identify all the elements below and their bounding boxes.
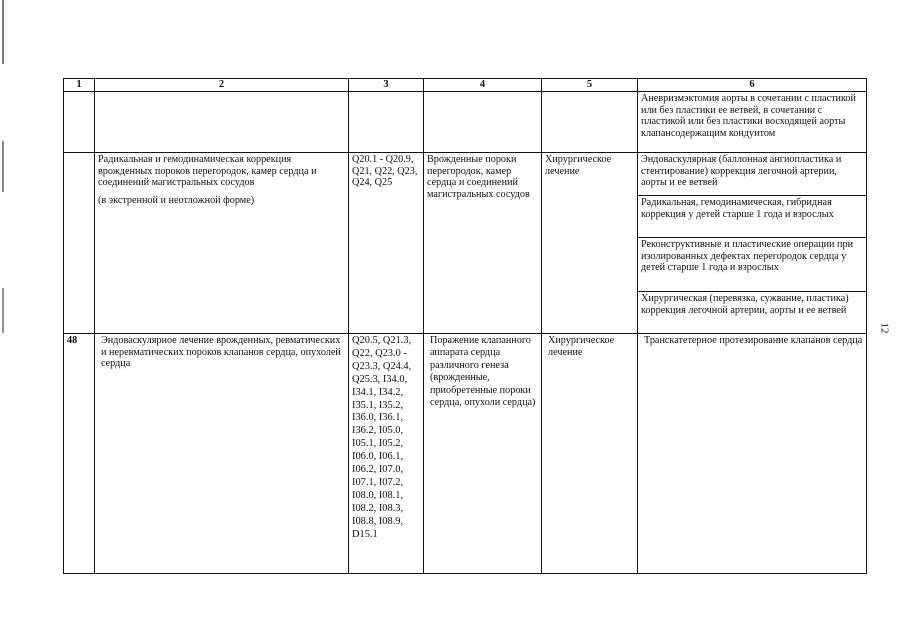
header-col-4: 4 [424, 79, 542, 92]
cell-treatment [542, 92, 638, 153]
cell-method: Радикальная, гемодинамическая, гибридная коррекция у детей старше 1 года и взрослых [638, 196, 867, 238]
cell-name [95, 92, 349, 153]
cell-num [64, 92, 95, 153]
procedure-name: Радикальная и гемодинамическая коррекция врожденных пороков перегородок, камер сердца и соединений магистральных сосудов [98, 154, 317, 189]
cell-method: Эндоваскулярная (баллонная ангиопластика и стентирование) коррекция легочной артерии, аорты и ее ветвей [638, 153, 867, 196]
cell-codes: Q20.5, Q21.3, Q22, Q23.0 - Q23.3, Q24.4, Q25.3, I34.0, I34.1, I34.2, I35.1, I35.2, I36.0, I36.1, I36.2, I05.0, I05.1, I05.2, I06.0, I06.1, I06.2, I07.0, I07.1, I07.2, I08.0, I08.1, I08.2, I08.3, I08.8, I08.9, D15.1 [349, 334, 424, 574]
cell-method: Аневризмэктомия аорты в сочетании с пластикой или без пластики ее ветвей, в сочетании с пластикой или без пластики восходящей аорты клапансодержащим кондуитом [638, 92, 867, 153]
header-col-6: 6 [638, 79, 867, 92]
scan-margin-mark [2, 0, 4, 640]
cell-num: 48 [64, 334, 95, 574]
medical-care-table [63, 78, 867, 574]
page-number: 12 [878, 322, 891, 334]
header-col-5: 5 [542, 79, 638, 92]
cell-method: Хирургическая (перевязка, сужвание, пластика) коррекция легочной артерии, аорты и ее ветвей [638, 292, 867, 334]
cell-num [64, 153, 95, 334]
table-row [64, 92, 867, 153]
table-header-row [64, 79, 867, 92]
cell-treatment: Хирургическое лечение [542, 153, 638, 334]
cell-codes [349, 92, 424, 153]
table-row [64, 334, 867, 574]
cell-name: Эндоваскулярное лечение врожденных, ревматических и неревматических пороков клапанов сердца, опухолей сердца [95, 334, 349, 574]
cell-name [95, 153, 349, 334]
table-row [64, 153, 867, 196]
cell-model: Поражение клапанного аппарата сердца различного генеза (врожденные, приобретенные пороки сердца, опухоли сердца) [424, 334, 542, 574]
cell-method: Реконструктивные и пластические операции при изолированных дефектах перегородок сердца у детей старше 1 года и взрослых [638, 238, 867, 292]
procedure-name-form: (в экстренной и неотложной форме) [98, 194, 255, 206]
cell-model [424, 92, 542, 153]
cell-method: Транскатетерное протезирование клапанов сердца [638, 334, 867, 574]
header-col-2: 2 [95, 79, 349, 92]
cell-model: Врожденные пороки перегородок, камер сердца и соединений магистральных сосудов [424, 153, 542, 334]
header-col-3: 3 [349, 79, 424, 92]
cell-treatment: Хирургическое лечение [542, 334, 638, 574]
cell-codes: Q20.1 - Q20.9, Q21, Q22, Q23, Q24, Q25 [349, 153, 424, 334]
header-col-1: 1 [64, 79, 95, 92]
